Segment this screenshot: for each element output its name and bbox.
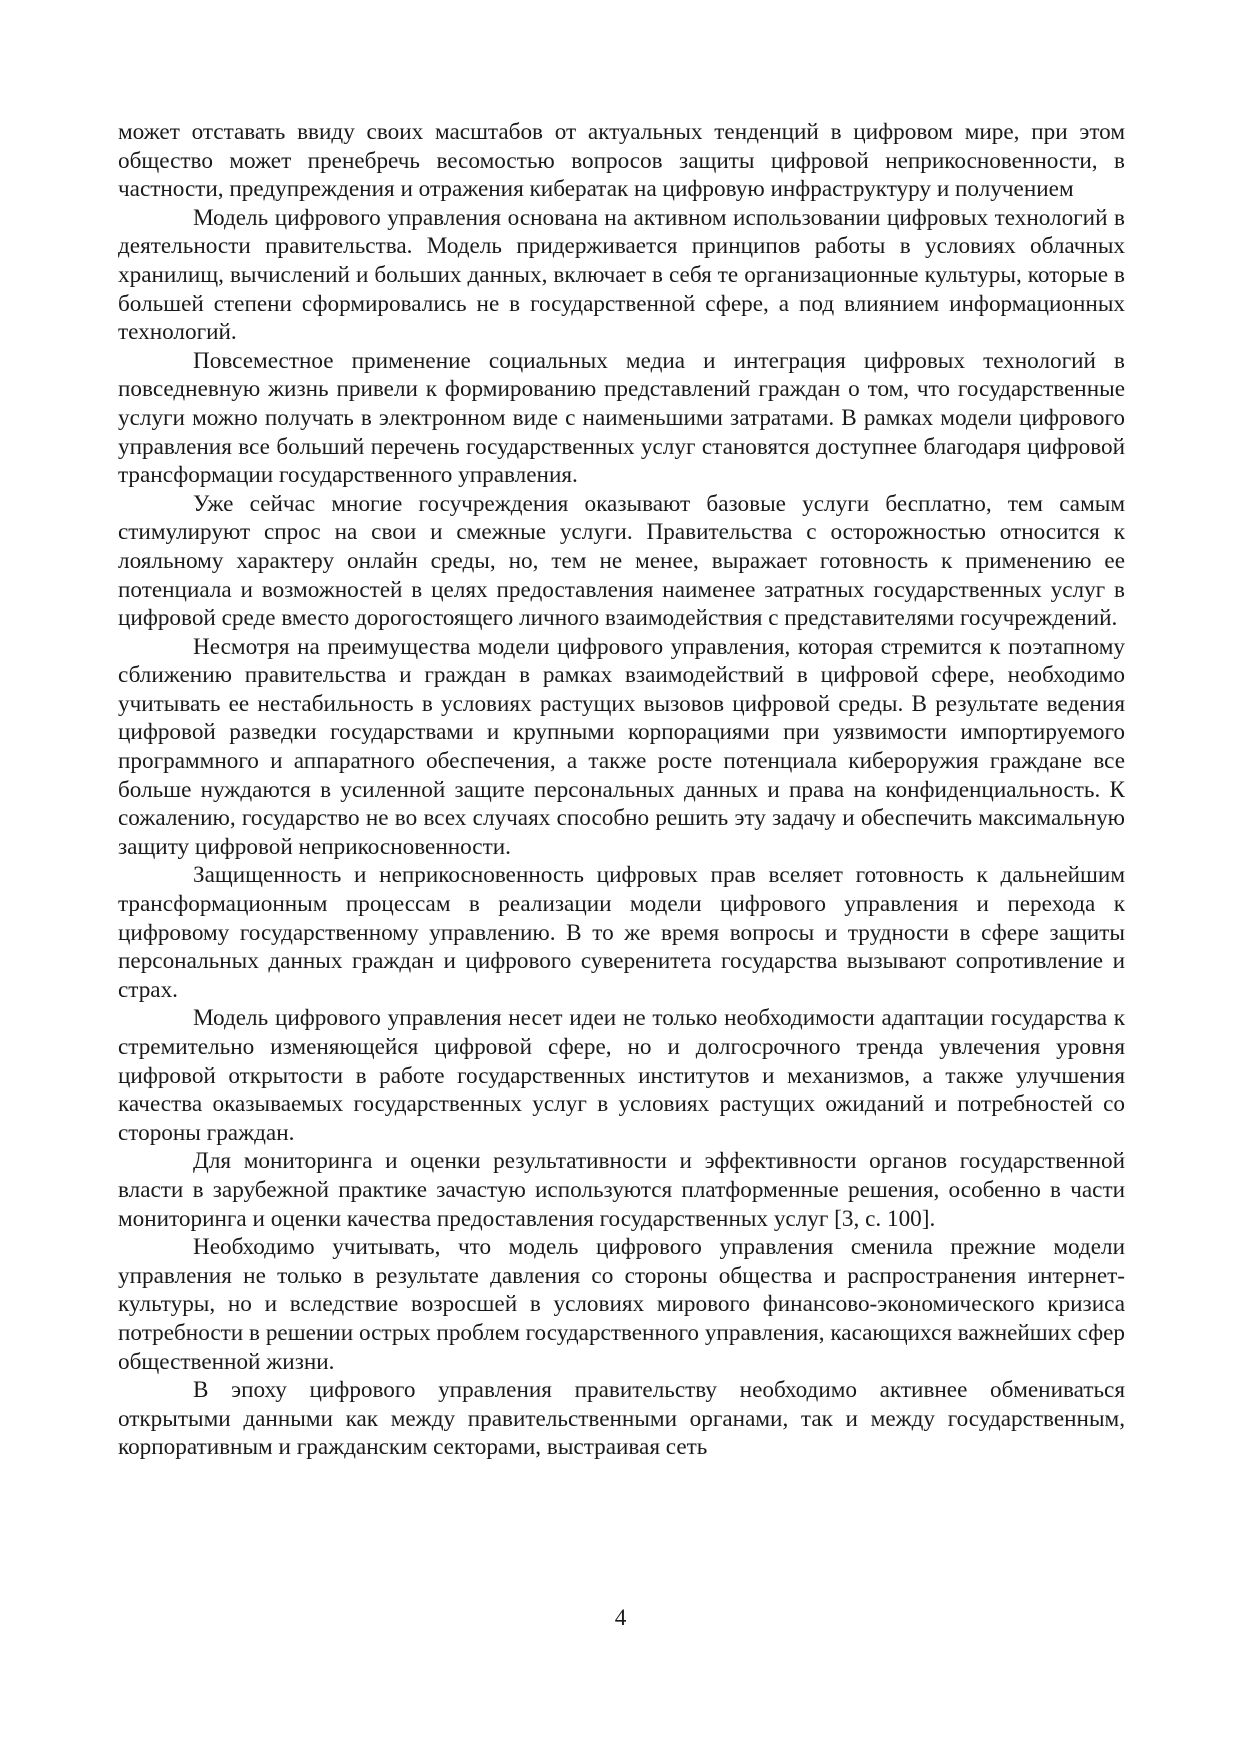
paragraph: Защищенность и неприкосновенность цифровых прав вселяет готовность к дальнейшим трансформационным процессам в реализации модели цифрового управления и перехода к цифровому государственному управлению. В то же время вопросы и трудности в сфере защиты персональных данных граждан и цифрового суверенитета государства вызывают сопротивление и страх. (118, 862, 1125, 1003)
paragraph: Модель цифрового управления несет идеи не только необходимости адаптации государства к стремительно изменяющейся цифровой сфере, но и долгосрочного тренда увлечения уровня цифровой открытости в работе государственных институтов и механизмов, а также улучшения качества оказываемых государственных услуг в условиях растущих ожиданий и потребностей со стороны граждан. (118, 1005, 1125, 1146)
paragraph-continued: может отставать ввиду своих масштабов от актуальных тенденций в цифровом мире, при этом общество может пренебречь весомостью вопросов защиты цифровой неприкосновенности, в частности, предупреждения и отражения кибератак на цифровую инфраструктуру и получением (118, 119, 1125, 203)
paragraph: Необходимо учитывать, что модель цифрового управления сменила прежние модели управления не только в результате давления со стороны общества и распространения интернет-культуры, но и вследствие возросшей в условиях мирового финансово-экономического кризиса потребности в решении острых проблем государственного управления, касающихся важнейших сфер общественной жизни. (118, 1234, 1125, 1375)
paragraph: Уже сейчас многие госучреждения оказывают базовые услуги бесплатно, тем самым стимулируют спрос на свои и смежные услуги. Правительства с осторожностью относится к лояльному характеру онлайн среды, но, тем не менее, выражает готовность к применению ее потенциала и возможностей в целях предоставления наименее затратных государственных услуг в цифровой среде вместо дорогостоящего личного взаимодействия с представителями госучреждений. (118, 490, 1125, 632)
paragraph: Модель цифрового управления основана на активном использовании цифровых технологий в деятельности правительства. Модель придерживается принципов работы в условиях облачных хранилищ, вычислений и больших данных, включает в себя те организационные культуры, которые в большей степени сформировались не в государственной сфере, а под влиянием информационных технологий. (118, 204, 1125, 346)
page-number: 4 (614, 1605, 627, 1631)
paragraph: Повсеместное применение социальных медиа и интеграция цифровых технологий в повседневную жизнь привели к формированию представлений граждан о том, что государственные услуги можно получать в электронном виде с наименьшими затратами. В рамках модели цифрового управления все больший перечень государственных услуг становятся доступнее благодаря цифровой трансформации государственного управления. (118, 347, 1125, 489)
page-body-text (118, 118, 1125, 1462)
paragraph: Несмотря на преимущества модели цифрового управления, которая стремится к поэтапному сближению правительства и граждан в рамках взаимодействий в цифровой сфере, необходимо учитывать ее нестабильность в условиях растущих вызовов цифровой среды. В результате ведения цифровой разведки государствами и крупными корпорациями при уязвимости импортируемого программного и аппаратного обеспечения, а также росте потенциала кибероружия граждане все больше нуждаются в усиленной защите персональных данных и права на конфиденциальность. К сожалению, государство не во всех случаях способно решить эту задачу и обеспечить максимальную защиту цифровой неприкосновенности. (118, 633, 1125, 860)
paragraph-last: В эпоху цифрового управления правительству необходимо активнее обмениваться открытыми данными как между правительственными органами, так и между государственным, корпоративным и гражданским секторами, выстраивая сеть (118, 1377, 1125, 1461)
paragraph: Для мониторинга и оценки результативности и эффективности органов государственной власти в зарубежной практике зачастую используются платформенные решения, особенно в части мониторинга и оценки качества предоставления государственных услуг [3, с. 100]. (118, 1148, 1125, 1232)
